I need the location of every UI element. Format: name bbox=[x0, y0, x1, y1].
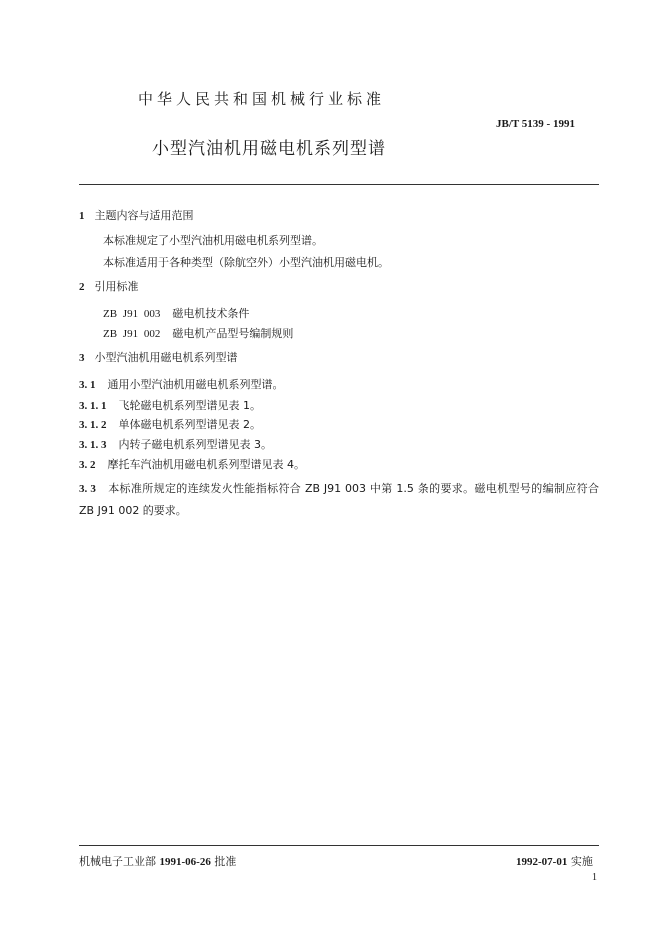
section-1-heading bbox=[79, 209, 194, 223]
paragraph: 本标准适用于各种类型（除航空外）小型汽油机用磁电机。 bbox=[103, 256, 389, 269]
reference-code: ZB J91 003 bbox=[103, 308, 161, 320]
clause bbox=[79, 458, 305, 472]
section-2-heading bbox=[79, 280, 139, 294]
reference-title: 磁电机产品型号编制规则 bbox=[172, 327, 294, 340]
reference-code: ZB J91 002 bbox=[103, 328, 161, 340]
section-number: 1 bbox=[79, 210, 85, 222]
clause-text: 本标准所规定的连续发火性能指标符合 ZB J91 003 中第 1.5 条的要求。磁电机型号的编制应符合 ZB J91 002 的要求。 bbox=[79, 482, 600, 517]
clause-text: 内转子磁电机系列型谱见表 3。 bbox=[118, 438, 272, 451]
footer-divider bbox=[79, 845, 599, 846]
approval-label: 批准 bbox=[214, 855, 237, 868]
reference-title: 磁电机技术条件 bbox=[172, 307, 250, 320]
section-title: 小型汽油机用磁电机系列型谱 bbox=[94, 351, 238, 364]
document-title: 小型汽油机用磁电机系列型谱 bbox=[152, 139, 386, 159]
effective-date: 1992-07-01 bbox=[516, 856, 568, 868]
approval-line bbox=[79, 853, 236, 869]
clause-text: 摩托车汽油机用磁电机系列型谱见表 4。 bbox=[107, 458, 305, 471]
section-3-heading bbox=[79, 351, 238, 365]
approving-authority: 机械电子工业部 bbox=[79, 855, 156, 868]
clause-number: 3. 1. 2 bbox=[79, 419, 107, 431]
clause-text: 单体磁电机系列型谱见表 2。 bbox=[118, 418, 261, 431]
header-divider bbox=[79, 184, 599, 185]
paragraph: 本标准规定了小型汽油机用磁电机系列型谱。 bbox=[103, 234, 323, 247]
clause-number: 3. 2 bbox=[79, 459, 96, 471]
issuing-organization: 中华人民共和国机械行业标准 bbox=[138, 90, 386, 108]
approval-date: 1991-06-26 bbox=[159, 856, 211, 868]
effective-label: 实施 bbox=[570, 855, 593, 868]
clause bbox=[79, 378, 284, 392]
reference-item bbox=[103, 327, 293, 341]
clause bbox=[79, 438, 272, 452]
page-number: 1 bbox=[592, 872, 597, 883]
effective-line bbox=[516, 853, 593, 869]
clause-text: 飞轮磁电机系列型谱见表 1。 bbox=[118, 399, 261, 412]
clause-text: 通用小型汽油机用磁电机系列型谱。 bbox=[107, 378, 284, 391]
clause-wrapped bbox=[79, 478, 599, 522]
clause bbox=[79, 399, 261, 413]
section-number: 2 bbox=[79, 281, 85, 293]
clause bbox=[79, 418, 261, 432]
clause-number: 3. 1. 1 bbox=[79, 400, 107, 412]
clause-number: 3. 3 bbox=[79, 483, 96, 495]
section-title: 主题内容与适用范围 bbox=[94, 209, 194, 222]
reference-item bbox=[103, 307, 249, 321]
standard-code: JB/T 5139 - 1991 bbox=[496, 118, 575, 130]
clause-number: 3. 1. 3 bbox=[79, 439, 107, 451]
clause-number: 3. 1 bbox=[79, 379, 96, 391]
section-number: 3 bbox=[79, 352, 85, 364]
section-title: 引用标准 bbox=[94, 280, 139, 293]
